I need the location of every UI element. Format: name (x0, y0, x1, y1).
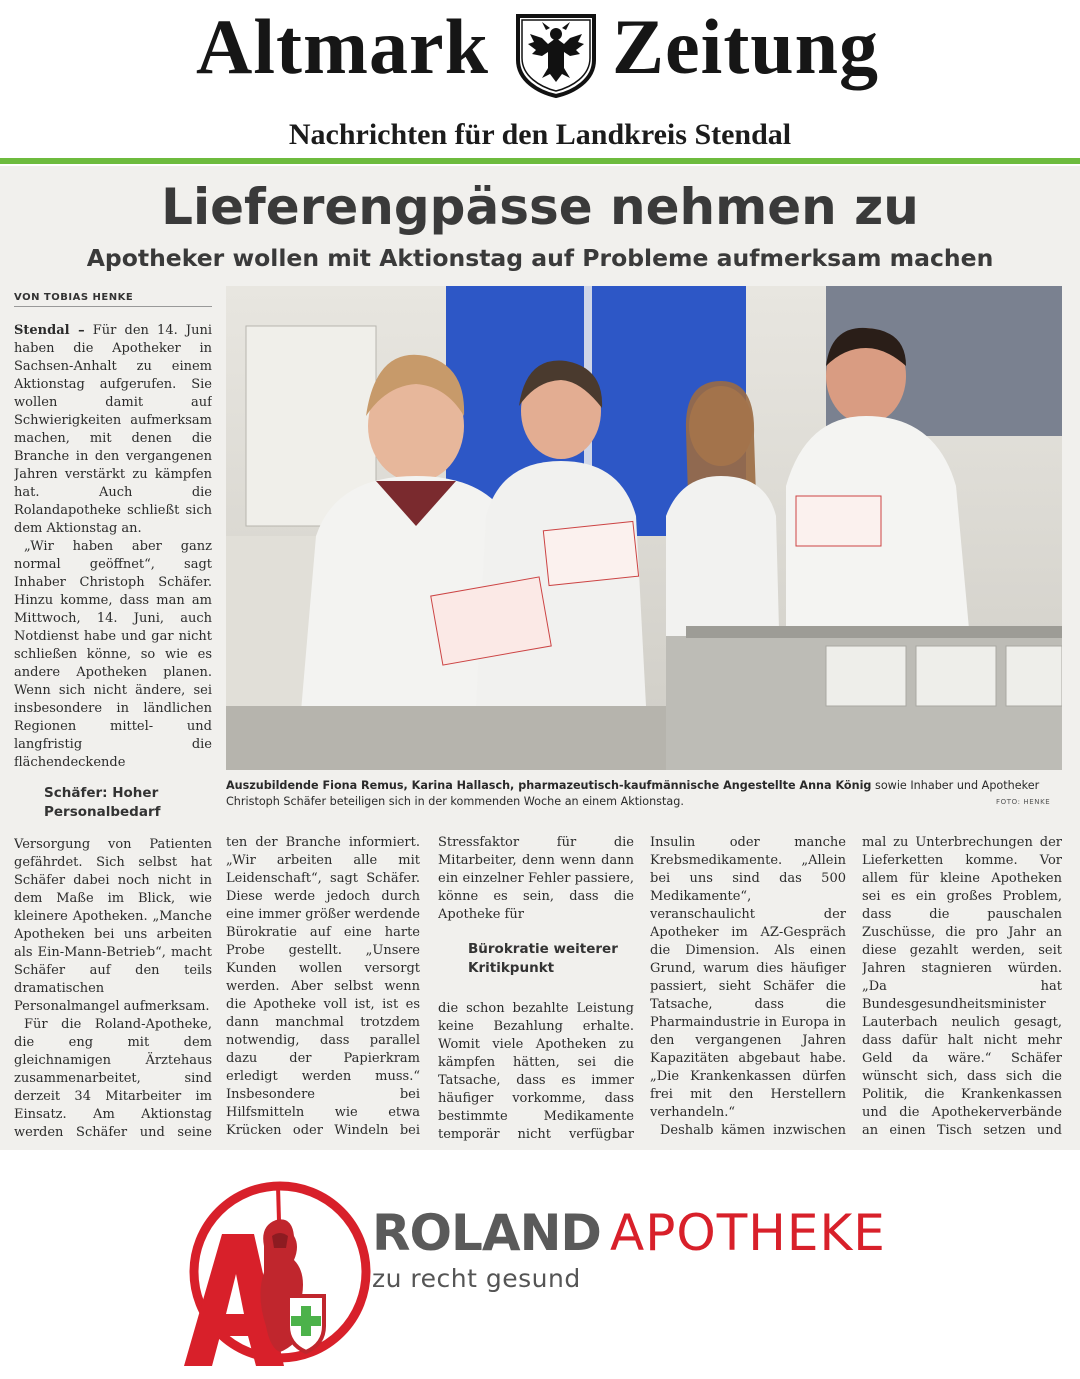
article-paragraph: Deshalb kämen inzwischen (660, 1123, 846, 1138)
article-column-4 (650, 834, 846, 1142)
article-paragraph: „Wir haben aber ganz normal geöffnet“, sagt Inhaber Christoph Schäfer. Hinzu komme, dass man am Mittwoch, 14. Juni, auch Notdienst habe und gar nicht schließen könne, so wie es andere Apotheken planen. Wenn sich nicht ändere, sei insbesondere in ländlichen Regionen mittel- und langfristig die flächendeckende (14, 539, 212, 770)
masthead-title-left: Altmark (196, 3, 489, 90)
caption-text: sowie Inhaber und Apotheker Christoph Schäfer beteiligen sich in der kommenden Woche an einem Aktionstag. (226, 779, 1040, 808)
article-paragraph: ten der Branche informiert. „Wir arbeiten alle mit Leidenschaft“, sagt Schäfer. Diese werde jedoch durch eine immer größer werdende Bürokratie auf eine harte Probe gestellt. „Unsere Kunden wollen versorgt werden. Aber selbst wenn die Apotheke voll ist, ist es dann manchmal trotzdem notwendig, dass parallel dazu der Papierkram erledigt werden muss.“ Insbesondere bei Hilfsmitteln wie etwa Krücken oder Windeln bei (226, 835, 420, 1138)
newspaper-clipping (0, 166, 1080, 1150)
newspaper-masthead (0, 0, 1080, 168)
article-byline: VON TOBIAS HENKE (14, 292, 134, 303)
article-dateline: Stendal – (14, 323, 85, 338)
article-column-1 (14, 322, 212, 1142)
pharmacy-staff-photo (226, 286, 1062, 770)
photo-caption (226, 778, 1066, 810)
article-paragraph: Insulin oder manche Krebsmedikamente. „Allein bei uns sind das 500 Medikamente“, veranschaulicht der Apotheker im AZ-Gespräch die Dimension. Als einen Grund, warum dies häufiger passiert, sieht Schäfer die Tatsache, dass die Pharmaindustrie in Europa in den vergangenen Jahren Kapazitäten abgebaut habe. „Die Krankenkassen dürfen frei mit den Herstellern verhandeln.“ (650, 835, 846, 1120)
masthead-subtitle: Nachrichten für den Landkreis Stendal (288, 118, 792, 151)
photo-credit: FOTO: HENKE (996, 798, 1051, 806)
article-paragraph: die schon bezahlte Leistung keine Bezahlung erhalte. Womit viele Apotheken zu kämpfen hätten, sei die Tatsache, dass es immer häufiger vorkomme, dass bestimmte Medikamente temporär nicht verfügbar (438, 1001, 634, 1142)
pharmacy-knight-logo-icon (176, 1176, 376, 1368)
article-subheading: Bürokratie weiterer Kritikpunkt (468, 941, 618, 976)
article-column-2 (226, 834, 420, 1142)
article-subheadline: Apotheker wollen mit Aktionstag auf Probleme aufmerksam machen (86, 244, 994, 272)
article-column-5 (862, 834, 1062, 1142)
article-column-3 (438, 834, 634, 1142)
logo-suffix: APOTHEKE (610, 1204, 886, 1262)
logo-name: ROLAND (372, 1204, 601, 1262)
eagle-crest-icon (512, 8, 600, 98)
article-paragraph: Für die Roland-Apotheke, die eng mit dem gleichnamigen Ärztehaus zusammenarbeitet, sind derzeit 34 Mitarbeiter im Einsatz. Am Aktionstag werden Schäfer und seine (14, 1017, 212, 1140)
byline-divider (14, 306, 212, 307)
article-paragraph: Stressfaktor für die Mitarbeiter, denn wenn dann ein einzelner Fehler passiere, könne es sein, dass die Apotheke für (438, 835, 634, 922)
article-subheading: Schäfer: Hoher Personalbedarf (44, 785, 161, 820)
masthead-title-right: Zeitung (612, 3, 880, 90)
article-paragraph: Versorgung von Patienten gefährdet. Sich selbst hat Schäfer dabei noch nicht in dem Maße im Blick, wie kleinere Apotheken. „Manche Apotheken bei uns arbeiten als Ein-Mann-Betrieb“, macht Schäfer auf den teils dramatischen Personalmangel aufmerksam. (14, 837, 212, 1014)
article-photo (226, 286, 1062, 770)
caption-names: Auszubildende Fiona Remus, Karina Hallasch, pharmazeutisch-kaufmännische Angestellte Anna König (226, 779, 872, 792)
paragraph-text: Für den 14. Juni haben die Apotheker in Sachsen-Anhalt zu einem Aktionstag aufgerufen. Sie wollen damit auf Schwierigkeiten aufmerksam machen, mit denen die Branche in den vergangenen Jahren verstärkt zu kämpfen hat. Auch die Rolandapotheke schließt sich dem Aktionstag an. (14, 323, 212, 536)
article-headline: Lieferengpässe nehmen zu (161, 178, 919, 236)
article-paragraph (14, 322, 212, 538)
masthead-divider (0, 158, 1080, 164)
roland-apotheke-logo (0, 1150, 1080, 1379)
article-paragraph: mal zu Unterbrechungen der Lieferketten komme. Vor allem für kleine Apotheken sei es ein großes Problem, dass die pauschalen Zuschüsse, die pro Jahr an diese gezahlt werden, seit Jahren stagnieren würden. „Da hat Bundesgesundheitsminister Lauterbach neulich gesagt, dass dafür halt nicht mehr Geld da wäre.“ Schäfer wünscht sich, dass sich die Politik, die Krankenkassen und die Apothekerverbände an einen Tisch setzen und (862, 835, 1062, 1138)
logo-tagline: zu recht gesund (372, 1264, 581, 1293)
